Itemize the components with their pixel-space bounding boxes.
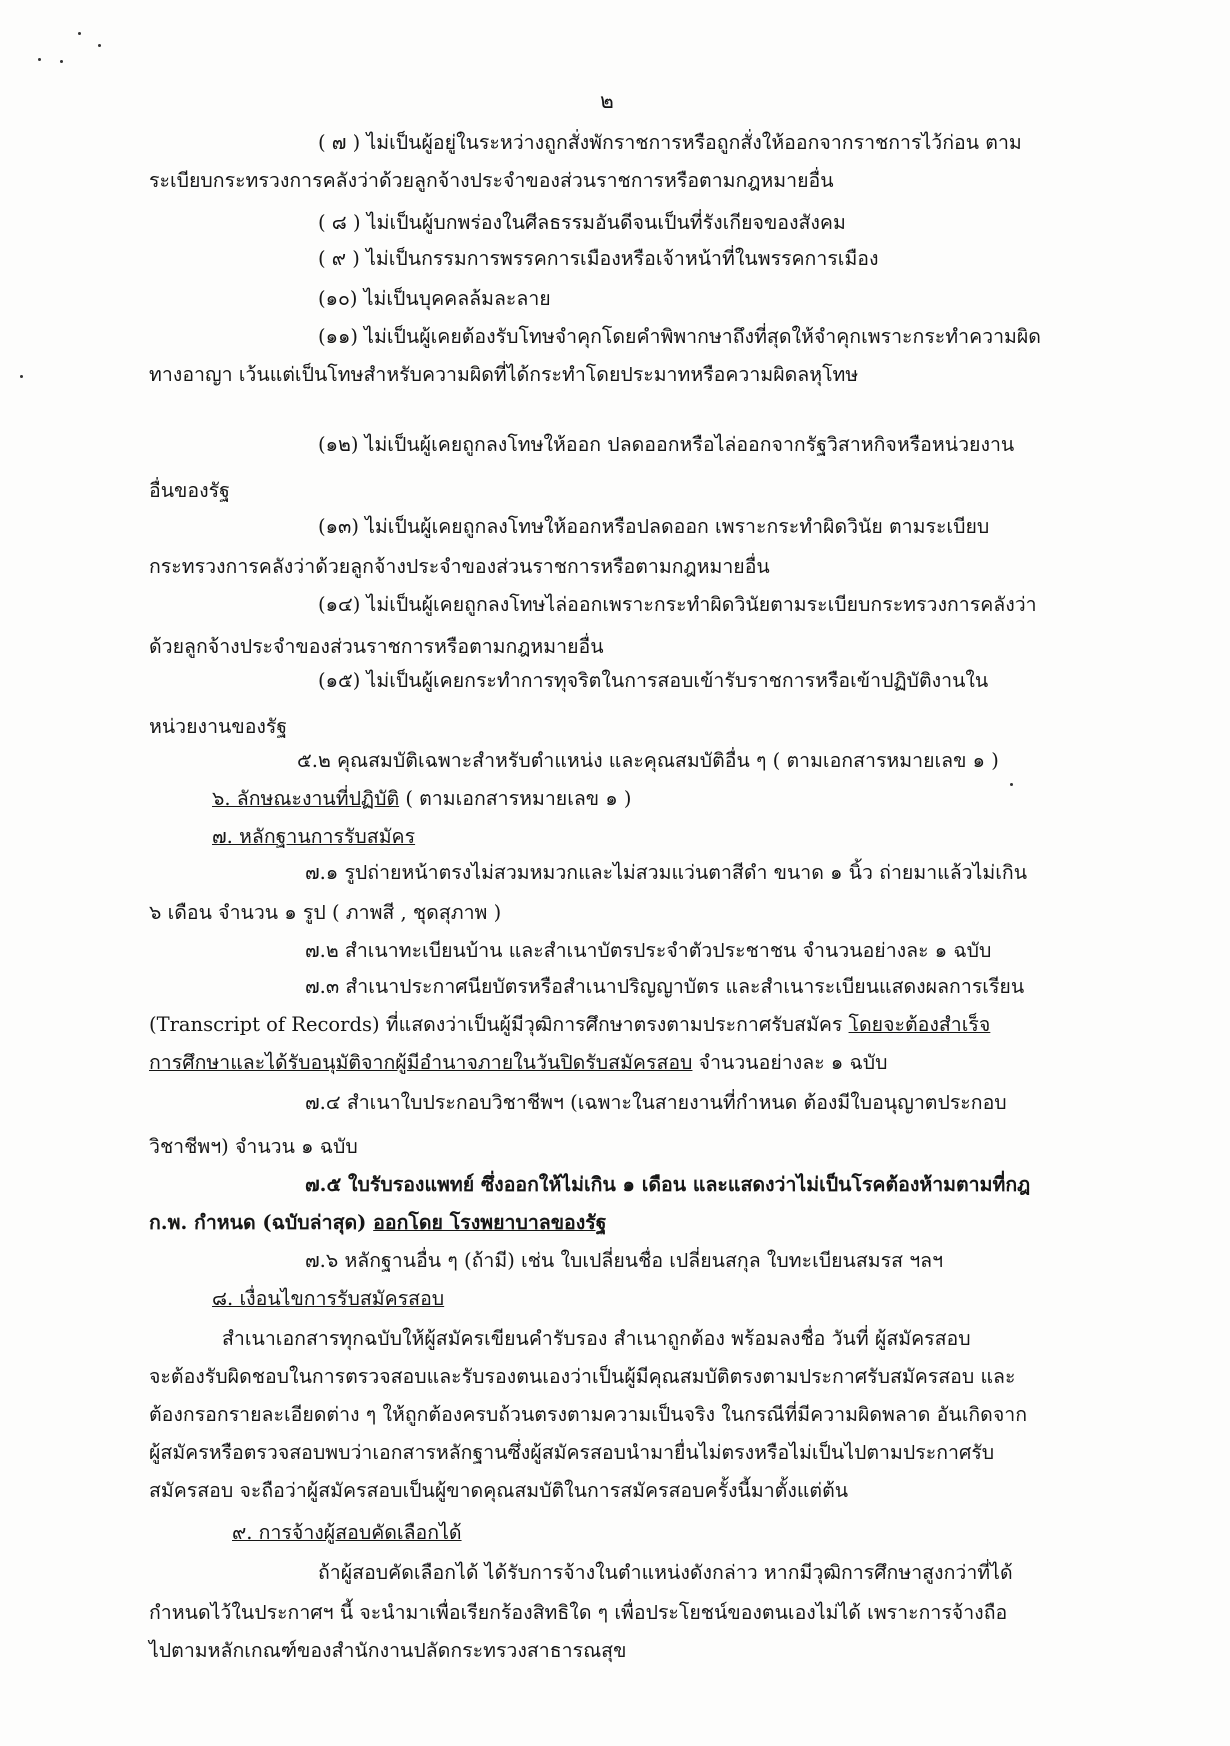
section-9-heading: ๙. การจ้างผู้สอบคัดเลือกได้ <box>232 1521 462 1544</box>
section-7-3-line-3 <box>149 1050 887 1075</box>
section-9-line: กำหนดไว้ในประกาศฯ นี้ จะนำมาเพื่อเรียกร้องสิทธิใด ๆ เพื่อประโยชน์ของตนเองไม่ได้ เพราะการจ้างถือ <box>149 1601 1008 1624</box>
section-7-3-text: (Transcript of Records) ที่แสดงว่าเป็นผู้มีวุฒิการศึกษาตรงตามประกาศรับสมัคร <box>149 1013 849 1036</box>
section-8-line: ผู้สมัครหรือตรวจสอบพบว่าเอกสารหลักฐานซึ่งผู้สมัครสอบนำมายื่นไม่ตรงหรือไม่เป็นไปตามประกาศรับ <box>149 1441 995 1464</box>
scan-speck <box>78 32 81 35</box>
item-7-line-2: ระเบียบกระทรวงการคลังว่าด้วยลูกจ้างประจำของส่วนราชการหรือตามกฎหมายอื่น <box>149 169 834 192</box>
scan-speck <box>1010 783 1013 786</box>
section-7-1-line-2: ๖ เดือน จำนวน ๑ รูป ( ภาพสี , ชุดสุภาพ ) <box>149 901 502 924</box>
section-7-6: ๗.๖ หลักฐานอื่น ๆ (ถ้ามี) เช่น ใบเปลี่ยนชื่อ เปลี่ยนสกุล ใบทะเบียนสมรส ฯลฯ <box>305 1249 944 1272</box>
section-8-line: ต้องกรอกรายละเอียดต่าง ๆ ให้ถูกต้องครบถ้วนตรงตามความเป็นจริง ในกรณีที่มีความผิดพลาด อันเกิดจาก <box>149 1403 1028 1426</box>
item-12-line-1: (๑๒) ไม่เป็นผู้เคยถูกลงโทษให้ออก ปลดออกหรือไล่ออกจากรัฐวิสาหกิจหรือหน่วยงาน <box>318 433 1015 456</box>
item-14-line-1: (๑๔) ไม่เป็นผู้เคยถูกลงโทษไล่ออกเพราะกระทำผิดวินัยตามระเบียบกระทรวงการคลังว่า <box>318 593 1037 616</box>
scan-speck <box>60 60 63 63</box>
item-10: (๑๐) ไม่เป็นบุคคลล้มละลาย <box>318 287 551 310</box>
section-8-line: จะต้องรับผิดชอบในการตรวจสอบและรับรองตนเองว่าเป็นผู้มีคุณสมบัติตรงตามประกาศรับสมัครสอบ และ <box>149 1365 1016 1388</box>
section-7-2: ๗.๒ สำเนาทะเบียนบ้าน และสำเนาบัตรประจำตัวประชาชน จำนวนอย่างละ ๑ ฉบับ <box>305 939 992 962</box>
scan-speck <box>20 375 23 378</box>
section-5-2: ๕.๒ คุณสมบัติเฉพาะสำหรับตำแหน่ง และคุณสมบัติอื่น ๆ ( ตามเอกสารหมายเลข ๑ ) <box>297 749 999 772</box>
section-7-3-condition: โดยจะต้องสำเร็จ <box>848 1013 991 1036</box>
section-8-heading: ๘. เงื่อนไขการรับสมัครสอบ <box>212 1287 445 1310</box>
item-13-line-1: (๑๓) ไม่เป็นผู้เคยถูกลงโทษให้ออกหรือปลดออก เพราะกระทำผิดวินัย ตามระเบียบ <box>318 515 990 538</box>
section-7-3-line-1: ๗.๓ สำเนาประกาศนียบัตรหรือสำเนาปริญญาบัตร และสำเนาระเบียนแสดงผลการเรียน <box>305 975 1025 998</box>
section-6 <box>212 786 632 811</box>
section-9-line: ไปตามหลักเกณฑ์ของสำนักงานปลัดกระทรวงสาธารณสุข <box>149 1639 627 1662</box>
section-7-heading: ๗. หลักฐานการรับสมัคร <box>212 825 416 848</box>
item-12-line-2: อื่นของรัฐ <box>149 479 230 502</box>
section-7-3-count: จำนวนอย่างละ ๑ ฉบับ <box>692 1051 888 1074</box>
section-8-line: สำเนาเอกสารทุกฉบับให้ผู้สมัครเขียนคำรับรอง สำเนาถูกต้อง พร้อมลงชื่อ วันที่ ผู้สมัครสอบ <box>222 1327 971 1350</box>
section-7-5-text: ก.พ. กำหนด (ฉบับล่าสุด) <box>149 1211 374 1234</box>
section-7-5-issuer: ออกโดย โรงพยาบาลของรัฐ <box>373 1211 607 1234</box>
section-7-1-line-1: ๗.๑ รูปถ่ายหน้าตรงไม่สวมหมวกและไม่สวมแว่นตาสีดำ ขนาด ๑ นิ้ว ถ่ายมาแล้วไม่เกิน <box>305 861 1028 884</box>
scan-speck <box>98 44 101 47</box>
item-15-line-1: (๑๕) ไม่เป็นผู้เคยกระทำการทุจริตในการสอบเข้ารับราชการหรือเข้าปฏิบัติงานใน <box>318 669 989 692</box>
item-8: ( ๘ ) ไม่เป็นผู้บกพร่องในศีลธรรมอันดีจนเป็นที่รังเกียจของสังคม <box>318 211 846 234</box>
item-14-line-2: ด้วยลูกจ้างประจำของส่วนราชการหรือตามกฎหมายอื่น <box>149 635 604 658</box>
section-7-4-line-1: ๗.๔ สำเนาใบประกอบวิชาชีพฯ (เฉพาะในสายงานที่กำหนด ต้องมีใบอนุญาตประกอบ <box>305 1091 1007 1114</box>
section-7-5-line-2 <box>149 1210 607 1235</box>
section-9-line: ถ้าผู้สอบคัดเลือกได้ ได้รับการจ้างในตำแหน่งดังกล่าว หากมีวุฒิการศึกษาสูงกว่าที่ได้ <box>318 1561 1013 1584</box>
section-8-line: สมัครสอบ จะถือว่าผู้สมัครสอบเป็นผู้ขาดคุณสมบัติในการสมัครสอบครั้งนี้มาตั้งแต่ต้น <box>149 1479 849 1502</box>
item-11-line-2: ทางอาญา เว้นแต่เป็นโทษสำหรับความผิดที่ได้กระทำโดยประมาทหรือความผิดลหุโทษ <box>149 363 859 386</box>
section-6-reference: ( ตามเอกสารหมายเลข ๑ ) <box>399 787 632 810</box>
item-7-line-1: ( ๗ ) ไม่เป็นผู้อยู่ในระหว่างถูกสั่งพักราชการหรือถูกสั่งให้ออกจากราชการไว้ก่อน ตาม <box>318 131 1022 154</box>
scan-speck <box>38 58 41 61</box>
section-7-5-line-1: ๗.๕ ใบรับรองแพทย์ ซึ่งออกให้ไม่เกิน ๑ เดือน และแสดงว่าไม่เป็นโรคต้องห้ามตามที่กฎ <box>305 1173 1031 1196</box>
item-9: ( ๙ ) ไม่เป็นกรรมการพรรคการเมืองหรือเจ้าหน้าที่ในพรรคการเมือง <box>318 247 879 270</box>
page-number: ๒ <box>600 89 614 113</box>
item-11-line-1: (๑๑) ไม่เป็นผู้เคยต้องรับโทษจำคุกโดยคำพิพากษาถึงที่สุดให้จำคุกเพราะกระทำความผิด <box>318 325 1041 348</box>
item-13-line-2: กระทรวงการคลังว่าด้วยลูกจ้างประจำของส่วนราชการหรือตามกฎหมายอื่น <box>149 555 770 578</box>
section-7-3-line-2 <box>149 1012 990 1037</box>
section-7-4-line-2: วิชาชีพฯ) จำนวน ๑ ฉบับ <box>149 1135 358 1158</box>
section-7-3-condition-cont: การศึกษาและได้รับอนุมัติจากผู้มีอำนาจภายในวันปิดรับสมัครสอบ <box>149 1051 693 1074</box>
section-6-heading: ๖. ลักษณะงานที่ปฏิบัติ <box>212 787 400 810</box>
item-15-line-2: หน่วยงานของรัฐ <box>149 715 288 738</box>
